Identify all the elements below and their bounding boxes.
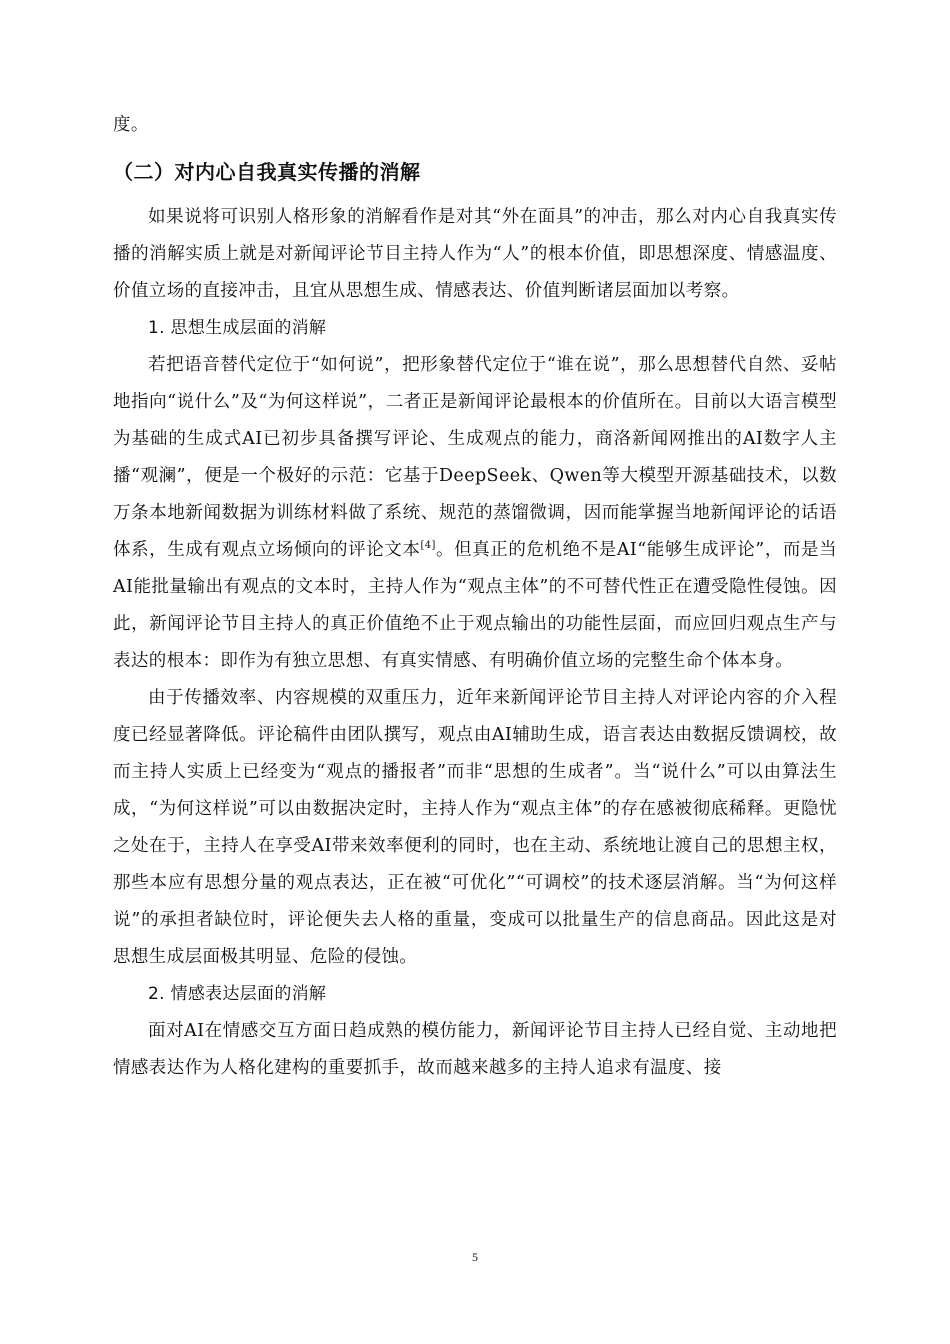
paragraph-host-involvement: 由于传播效率、内容规模的双重压力，近年来新闻评论节目主持人对评论内容的介入程度已经显著降低。评论稿件由团队撰写，观点由AI辅助生成，语言表达由数据反馈调校，故而主持人实质上已经变为“观点的播报者”而非“思想的生成者”。当“说什么”可以由算法生成，“为何这样说”可以由数据决定时，主持人作为“观点主体”的存在感被彻底稀释。更隐忧之处在于，主持人在享受AI带来效率便利的同时，也在主动、系统地让渡自己的思想主权，那些本应有思想分量的观点表达，正在被“可优化”“可调校”的技术逐层消解。当“为何这样说”的承担者缺位时，评论便失去人格的重量，变成可以批量生产的信息商品。因此这是对思想生成层面极其明显、危险的侵蚀。 — [113, 688, 837, 967]
paragraph-continuation: 度。 — [113, 115, 149, 135]
section-heading: （二）对内心自我真实传播的消解 — [113, 160, 421, 184]
subheading-thought-generation: 1. 思想生成层面的消解 — [148, 318, 327, 338]
paragraph-thought-replacement — [113, 347, 837, 680]
paragraph-emotion-imitation: 面对AI在情感交互方面日趋成熟的模仿能力，新闻评论节目主持人已经自觉、主动地把情感表达作为人格化建构的重要抓手，故而越来越多的主持人追求有温度、接 — [113, 1021, 837, 1078]
paragraph-text-continued: 。但真正的危机绝不是AI“能够生成评论”，而是当AI能批量输出有观点的文本时，主持人作为“观点主体”的不可替代性正在遭受隐性侵蚀。因此，新闻评论节目主持人的真正价值绝不止于观点输出的功能性层面，而应回归观点生产与表达的根本：即作为有独立思想、有真实情感、有明确价值立场的完整生命个体本身。 — [113, 540, 837, 671]
paragraph-text: 若把语音替代定位于“如何说”，把形象替代定位于“谁在说”，那么思想替代自然、妥帖地指向“说什么”及“为何这样说”，二者正是新闻评论最根本的价值所在。目前以大语言模型为基础的生成式AI已初步具备撰写评论、生成观点的能力，商洛新闻网推出的AI数字人主播“观澜”，便是一个极好的示范：它基于DeepSeek、Qwen等大模型开源基础技术，以数万条本地新闻数据为训练材料做了系统、规范的蒸馏微调，因而能掌握当地新闻评论的话语体系，生成有观点立场倾向的评论文本 — [113, 355, 837, 560]
page-number: 5 — [472, 1250, 478, 1264]
paragraph-intro: 如果说将可识别人格形象的消解看作是对其“外在面具”的冲击，那么对内心自我真实传播的消解实质上就是对新闻评论节目主持人作为“人”的根本价值，即思想深度、情感温度、价值立场的直接冲击，且宜从思想生成、情感表达、价值判断诸层面加以考察。 — [113, 207, 837, 301]
subheading-emotional-expression: 2. 情感表达层面的消解 — [148, 984, 327, 1004]
page-body — [113, 107, 837, 1087]
citation-reference: [4] — [420, 540, 436, 552]
